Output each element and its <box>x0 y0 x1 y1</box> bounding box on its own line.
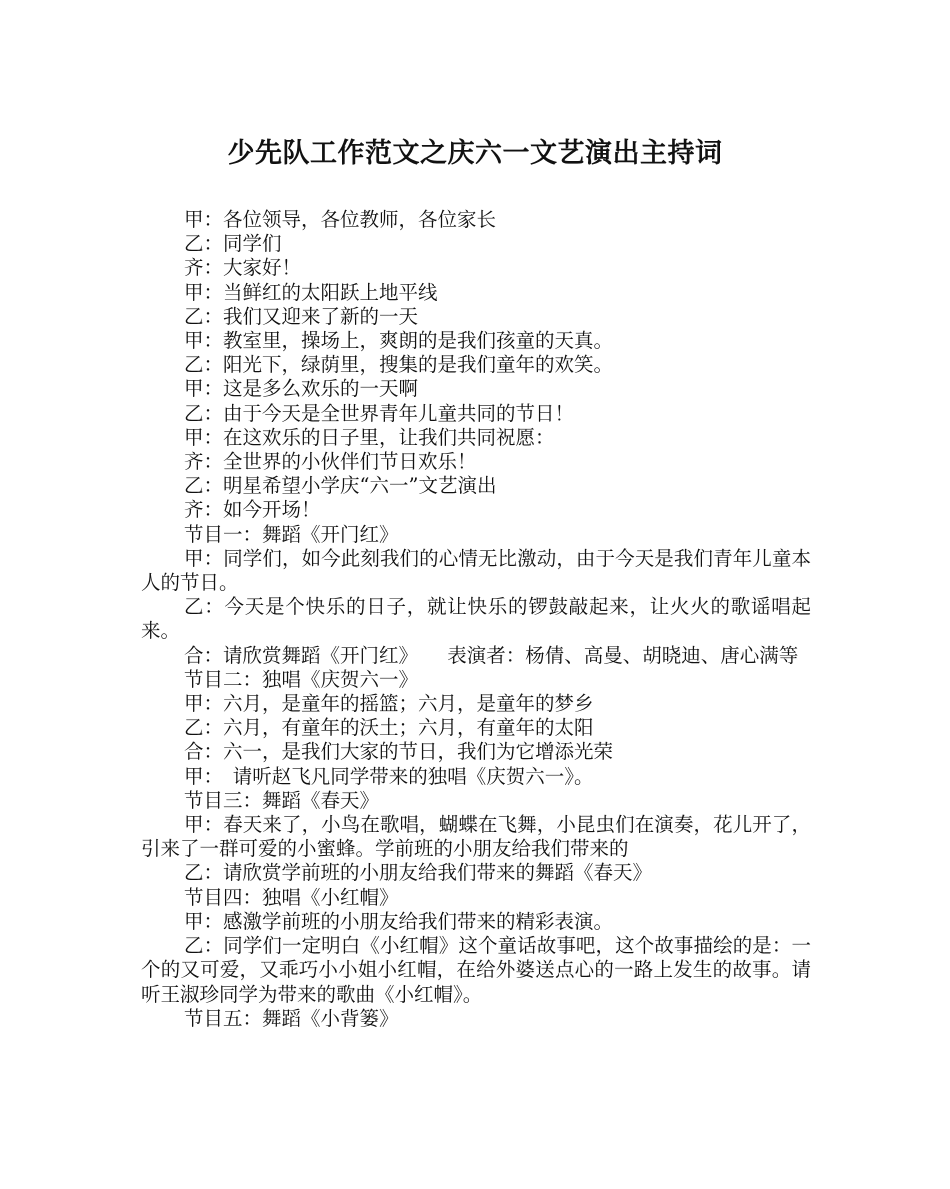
section-heading: 节目一：舞蹈《开门红》 <box>184 522 399 546</box>
paragraph: 甲：当鲜红的太阳跃上地平线 <box>184 280 438 304</box>
paragraph: 乙：阳光下，绿荫里，搜集的是我们童年的欢笑。 <box>184 353 614 377</box>
paragraph: 合：请欣赏舞蹈《开门红》 表演者：杨倩、高曼、胡晓迪、唐心满等 <box>184 643 799 667</box>
paragraph: 乙：今天是个快乐的日子，就让快乐的锣鼓敲起来，让火火的歌谣唱起来。 <box>141 595 811 643</box>
paragraph: 甲：各位领导，各位教师，各位家长 <box>184 208 497 231</box>
document-title: 少先队工作范文之庆六一文艺演出主持词 <box>227 138 723 169</box>
paragraph: 甲：教室里，操场上，爽朗的是我们孩童的天真。 <box>184 329 614 353</box>
paragraph: 甲：在这欢乐的日子里，让我们共同祝愿： <box>184 425 555 449</box>
paragraph: 甲：感激学前班的小朋友给我们带来的精彩表演。 <box>184 909 614 933</box>
paragraph: 齐：如今开场！ <box>184 498 321 522</box>
paragraph: 甲：同学们，如今此刻我们的心情无比激动，由于今天是我们青年儿童本人的节日。 <box>141 546 811 595</box>
paragraph: 甲：这是多么欢乐的一天啊 <box>184 377 419 401</box>
paragraph: 合：六一，是我们大家的节日，我们为它增添光荣 <box>184 740 614 764</box>
section-heading: 节目四：独唱《小红帽》 <box>184 885 399 909</box>
paragraph: 甲：六月，是童年的摇篮；六月，是童年的梦乡 <box>184 692 594 716</box>
paragraph: 乙：同学们一定明白《小红帽》这个童话故事吧，这个故事描绘的是：一个的又可爱，又乖巧小小姐小红帽，在给外婆送点心的一路上发生的故事。请听王淑珍同学为带来的歌曲《小红帽》。 <box>141 934 811 1006</box>
paragraph: 乙：我们又迎来了新的一天 <box>184 304 419 328</box>
section-heading: 节目三：舞蹈《春天》 <box>184 788 380 812</box>
paragraph: 齐：全世界的小伙伴们节日欢乐！ <box>184 450 477 474</box>
paragraph: 齐：大家好！ <box>184 256 302 280</box>
document-body <box>141 208 811 1031</box>
paragraph: 甲：春天来了，小鸟在歌唱，蝴蝶在飞舞，小昆虫们在演奏，花儿开了，引来了一群可爱的小蜜蜂。学前班的小朋友给我们带来的 <box>141 813 811 861</box>
paragraph: 乙：由于今天是全世界青年儿童共同的节日！ <box>184 401 575 425</box>
section-heading: 节目二：独唱《庆贺六一》 <box>184 667 419 691</box>
paragraph: 乙：请欣赏学前班的小朋友给我们带来的舞蹈《春天》 <box>184 861 653 885</box>
section-heading: 节目五：舞蹈《小背篓》 <box>184 1006 399 1030</box>
paragraph: 乙：明星希望小学庆“六一”文艺演出 <box>184 474 497 498</box>
paragraph: 甲： 请听赵飞凡同学带来的独唱《庆贺六一》。 <box>184 764 594 788</box>
paragraph: 乙：同学们 <box>184 232 282 256</box>
paragraph: 乙：六月，有童年的沃土；六月，有童年的太阳 <box>184 716 594 740</box>
